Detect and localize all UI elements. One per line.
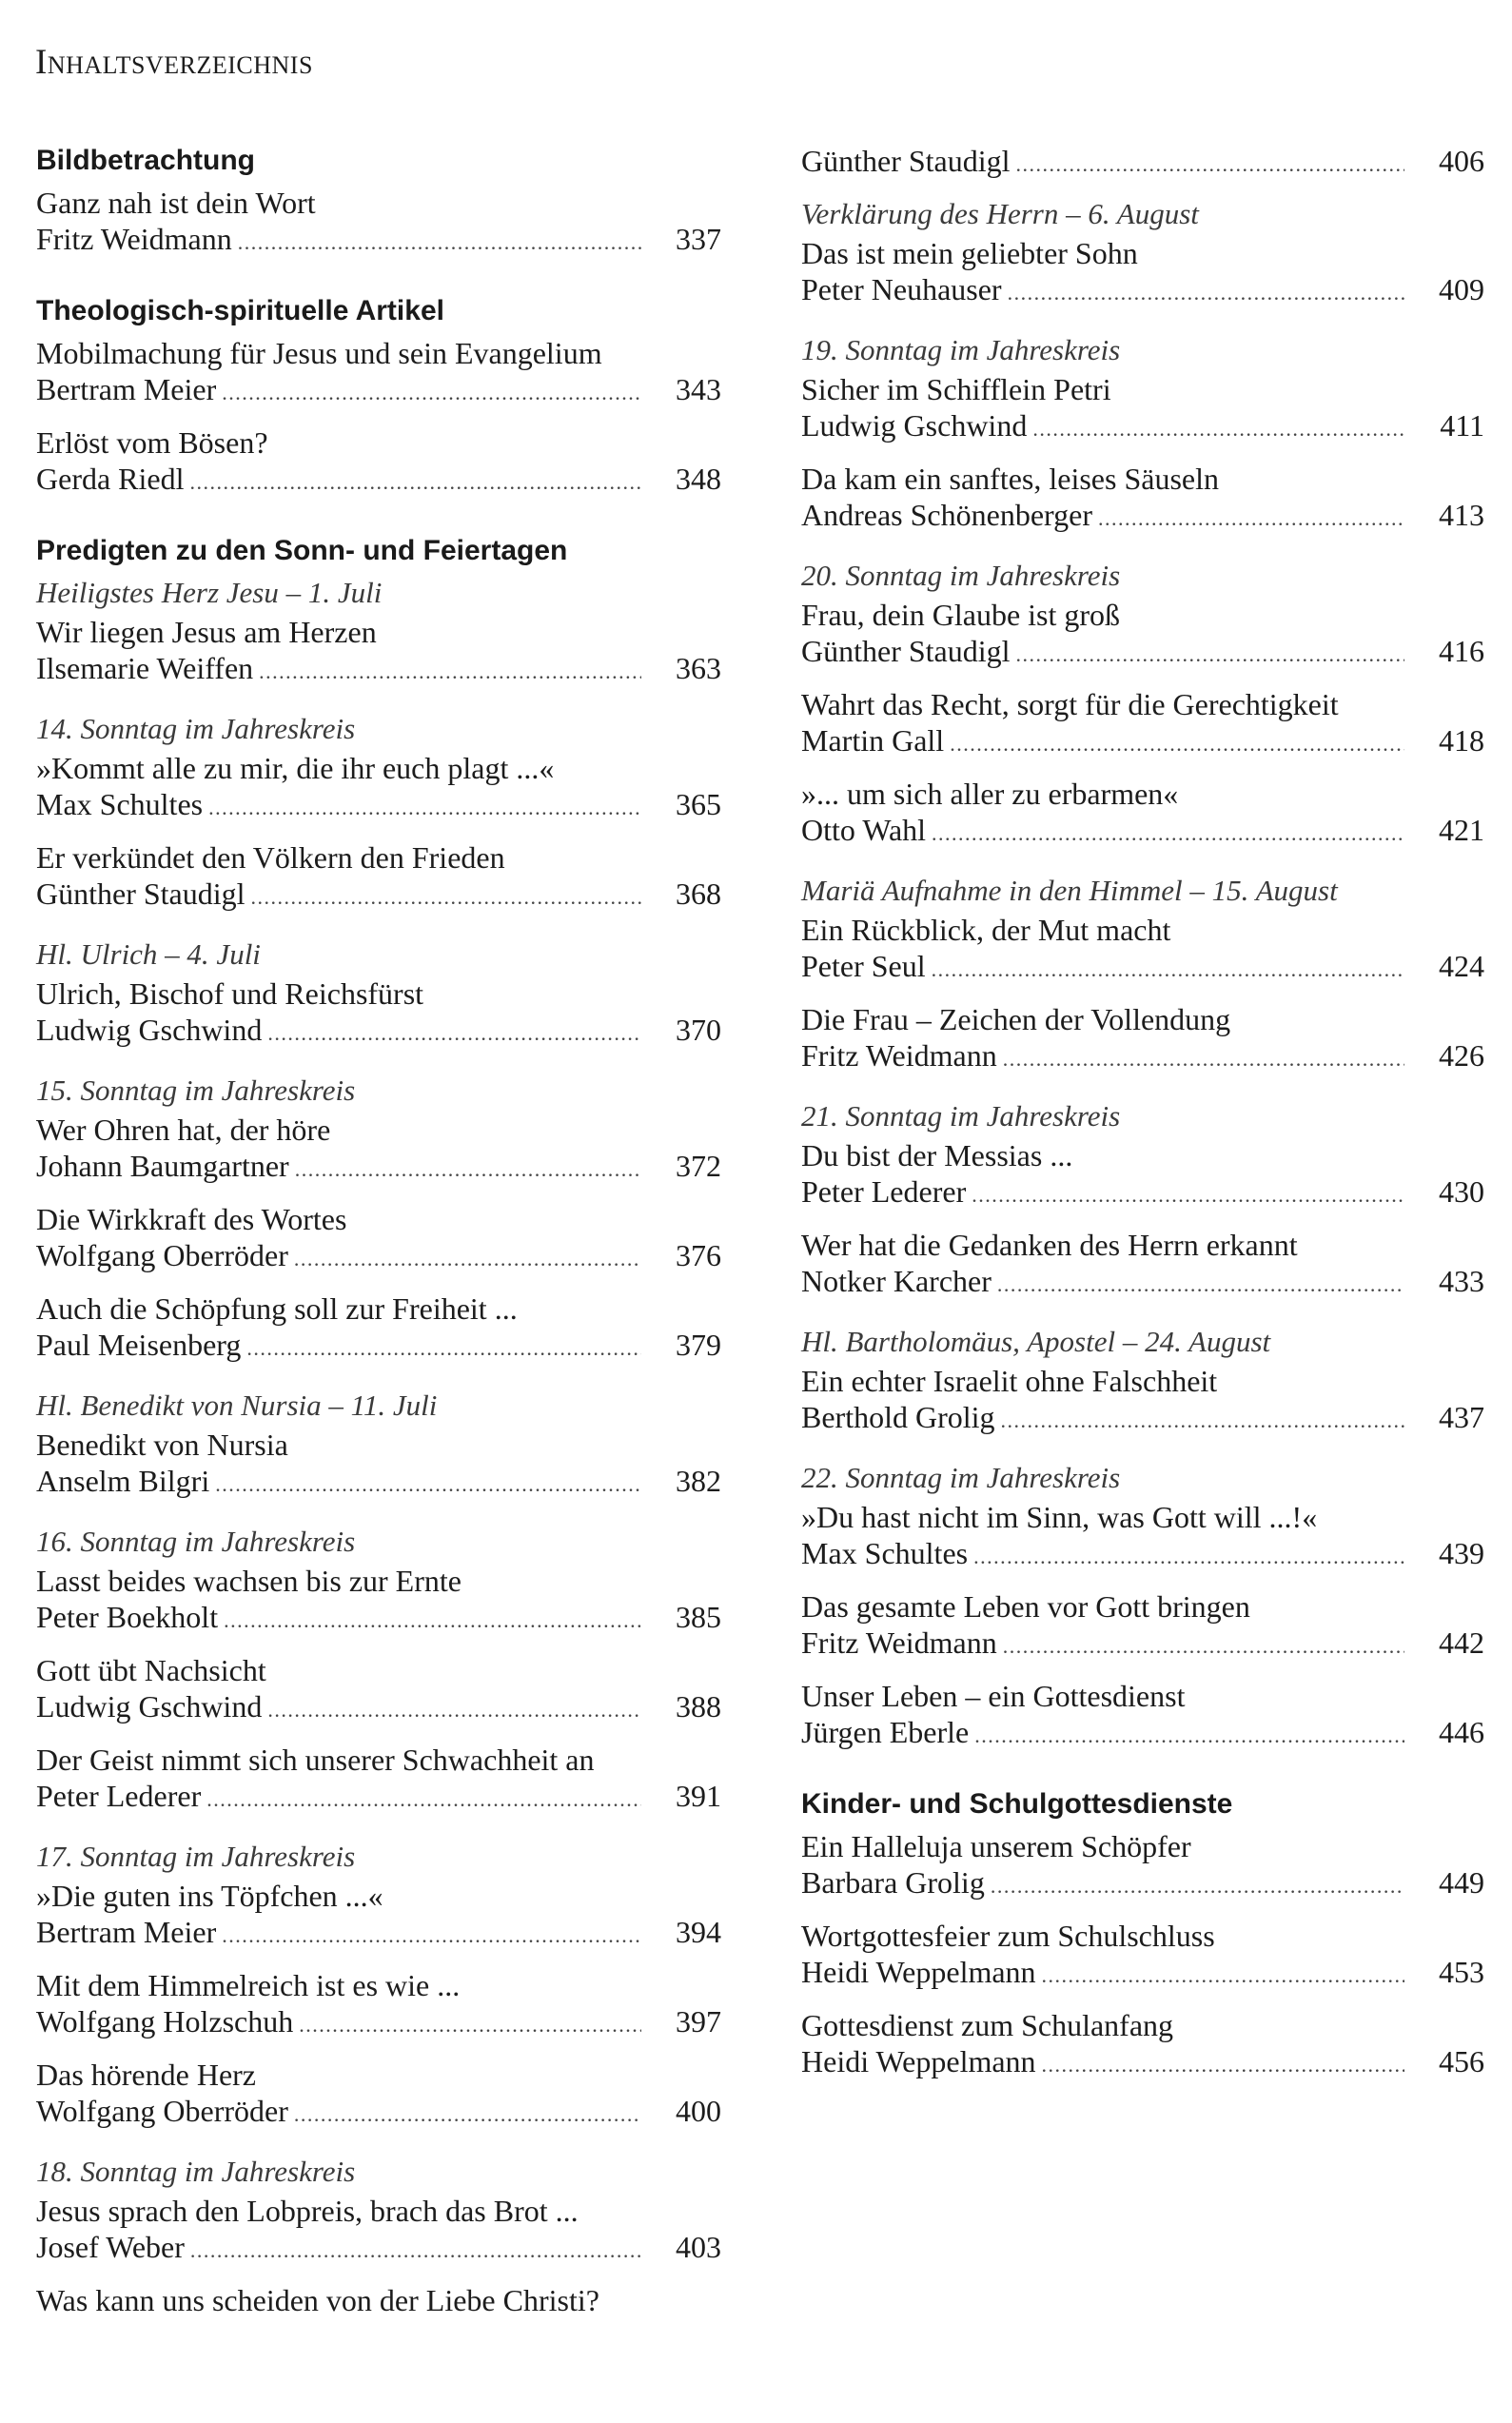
entry-author-line	[36, 461, 721, 501]
entry-author-line	[36, 1599, 721, 1639]
entry-author-line	[36, 1237, 721, 1277]
entry-page-number: 372	[676, 1149, 721, 1183]
entry-author-line	[36, 2003, 721, 2043]
entry-page-number: 456	[1439, 2044, 1484, 2078]
entry-title: Gott übt Nachsicht	[36, 1653, 266, 1687]
entry-page-number: 376	[676, 1238, 721, 1272]
entry-title: Mit dem Himmelreich ist es wie ...	[36, 1968, 461, 2002]
entry-author: Fritz Weidmann	[36, 222, 232, 256]
toc-entry	[36, 614, 721, 690]
entry-page-number: 453	[1439, 1955, 1484, 1989]
toc-entry	[36, 1112, 721, 1188]
dot-leader	[1098, 501, 1404, 537]
entry-page-number: 368	[676, 877, 721, 911]
entry-page-number: 418	[1439, 723, 1484, 758]
entry-author: Gerda Riedl	[36, 462, 185, 496]
entry-author: Peter Neuhauser	[801, 272, 1002, 306]
occasion-heading: Heiligstes Herz Jesu – 1. Juli	[36, 576, 383, 609]
dot-leader	[246, 1330, 641, 1367]
dot-leader	[215, 1467, 641, 1503]
section-heading: Predigten zu den Sonn- und Feiertagen	[36, 535, 568, 566]
toc-entry	[36, 185, 721, 261]
entry-title: Erlöst vom Bösen?	[36, 425, 268, 460]
toc-entry	[801, 461, 1484, 537]
entry-author: Heidi Weppelmann	[801, 2044, 1036, 2078]
entry-page-number: 409	[1439, 272, 1484, 306]
dot-leader	[294, 2097, 641, 2133]
entry-title: Wer hat die Gedanken des Herrn erkannt	[801, 1228, 1298, 1262]
occasion-heading: Hl. Ulrich – 4. Juli	[36, 937, 261, 971]
dot-leader	[259, 654, 641, 690]
dot-leader	[1008, 275, 1404, 311]
entry-author: Andreas Schönenberger	[801, 498, 1092, 532]
entry-page-number: 400	[676, 2094, 721, 2128]
toc-entry	[36, 2057, 721, 2133]
entry-author-line	[801, 1714, 1484, 1754]
entry-title: Du bist der Messias ...	[801, 1138, 1073, 1172]
entry-author-line	[36, 876, 721, 916]
entry-title: Lasst beides wachsen bis zur Ernte	[36, 1564, 461, 1598]
entry-title: Mobilmachung für Jesus und sein Evangelium	[36, 336, 602, 370]
dot-leader	[974, 1718, 1404, 1754]
toc-entry	[801, 1678, 1484, 1754]
entry-title: »... um sich aller zu erbarmen«	[801, 777, 1179, 811]
dot-leader	[295, 1152, 641, 1188]
toc-entry	[801, 776, 1484, 852]
section-heading: Kinder- und Schulgottesdienste	[801, 1788, 1233, 1820]
entry-page-number: 416	[1439, 634, 1484, 668]
toc-entry	[801, 1137, 1484, 1213]
entry-author: Wolfgang Oberröder	[36, 1238, 288, 1272]
entry-author-line	[36, 1327, 721, 1367]
occasion-heading: 17. Sonntag im Jahreskreis	[36, 1840, 356, 1873]
entry-page-number: 411	[1440, 408, 1484, 443]
dot-leader	[1016, 147, 1404, 183]
dot-leader	[222, 375, 641, 411]
entry-author-line	[36, 650, 721, 690]
dot-leader	[299, 2007, 641, 2043]
entry-page-number: 426	[1439, 1038, 1484, 1073]
dot-leader	[267, 1015, 641, 1052]
dot-leader	[1032, 411, 1404, 447]
entry-author: Ludwig Gschwind	[801, 408, 1028, 443]
entry-author-line	[801, 1864, 1484, 1904]
entry-author-line	[36, 1012, 721, 1052]
entry-title: Wortgottesfeier zum Schulschluss	[801, 1919, 1215, 1953]
entry-page-number: 421	[1439, 813, 1484, 847]
entry-author-line	[36, 1778, 721, 1818]
dot-leader	[1003, 1041, 1404, 1077]
entry-author-line	[801, 948, 1484, 988]
dot-leader	[932, 952, 1404, 988]
occasion-heading: 22. Sonntag im Jahreskreis	[801, 1461, 1121, 1494]
entry-author: Anselm Bilgri	[36, 1464, 210, 1498]
entry-page-number: 449	[1439, 1865, 1484, 1900]
entry-author-line	[801, 1173, 1484, 1213]
entry-page-number: 343	[676, 372, 721, 406]
dot-leader	[208, 790, 641, 826]
entry-author-line	[36, 2229, 721, 2269]
entry-title: Ein Rückblick, der Mut macht	[801, 913, 1171, 947]
entry-page-number: 337	[676, 222, 721, 256]
entry-author: Jürgen Eberle	[801, 1715, 970, 1749]
entry-author-line	[801, 722, 1484, 762]
dot-leader	[267, 1692, 641, 1728]
entry-title: »Du hast nicht im Sinn, was Gott will ...!«	[801, 1500, 1318, 1534]
entry-title: Ganz nah ist dein Wort	[36, 186, 316, 220]
entry-author: Heidi Weppelmann	[801, 1955, 1036, 1989]
entry-author: Peter Lederer	[36, 1779, 202, 1813]
entry-author: Günther Staudigl	[36, 877, 245, 911]
entry-page-number: 348	[676, 462, 721, 496]
toc-entry	[36, 2193, 721, 2269]
dot-leader	[190, 464, 642, 501]
entry-author: Fritz Weidmann	[801, 1625, 997, 1660]
entry-author: Peter Lederer	[801, 1174, 967, 1209]
toc-entry	[36, 424, 721, 501]
entry-title: Das hörende Herz	[36, 2058, 256, 2092]
dot-leader	[1042, 1958, 1404, 1994]
dot-leader	[206, 1782, 641, 1818]
dot-leader	[932, 816, 1404, 852]
entry-author: Bertram Meier	[36, 1915, 217, 1949]
entry-author: Wolfgang Oberröder	[36, 2094, 288, 2128]
entry-title: Die Frau – Zeichen der Vollendung	[801, 1002, 1231, 1036]
entry-author-line	[801, 1037, 1484, 1077]
entry-title: Wahrt das Recht, sorgt für die Gerechtigkeit	[801, 687, 1339, 721]
toc-column-left	[36, 143, 721, 2332]
entry-author-line	[36, 371, 721, 411]
entry-page-number: 394	[676, 1915, 721, 1949]
entry-author-line	[36, 1914, 721, 1954]
entry-title: Ein echter Israelit ohne Falschheit	[801, 1364, 1218, 1398]
entry-title: Sicher im Schifflein Petri	[801, 372, 1111, 406]
toc-entry	[36, 975, 721, 1052]
entry-page-number: 433	[1439, 1264, 1484, 1298]
occasion-heading: 21. Sonntag im Jahreskreis	[801, 1099, 1121, 1133]
entry-author-line	[801, 812, 1484, 852]
occasion-heading: 15. Sonntag im Jahreskreis	[36, 1074, 356, 1107]
toc-column-right	[801, 143, 1484, 2097]
entry-page-number: 406	[1439, 144, 1484, 178]
entry-author: Ilsemarie Weiffen	[36, 651, 254, 685]
entry-page-number: 397	[676, 2004, 721, 2039]
entry-author: Berthold Grolig	[801, 1400, 995, 1434]
entry-title: Jesus sprach den Lobpreis, brach das Brot ...	[36, 2194, 579, 2228]
entry-title: Unser Leben – ein Gottesdienst	[801, 1679, 1186, 1713]
toc-entry	[36, 335, 721, 411]
entry-author: Max Schultes	[36, 787, 204, 821]
toc-entry	[36, 1563, 721, 1639]
entry-title: Da kam ein sanftes, leises Säuseln	[801, 462, 1219, 496]
entry-author: Peter Seul	[801, 949, 926, 983]
toc-entry	[801, 1363, 1484, 1439]
entry-title: Der Geist nimmt sich unserer Schwachheit an	[36, 1743, 595, 1777]
occasion-heading: Hl. Benedikt von Nursia – 11. Juli	[36, 1389, 438, 1422]
toc-entry	[36, 1878, 721, 1954]
occasion-heading: 16. Sonntag im Jahreskreis	[36, 1525, 356, 1558]
occasion-heading: 20. Sonntag im Jahreskreis	[801, 559, 1121, 592]
dot-leader	[294, 1241, 641, 1277]
entry-page-number: 388	[676, 1689, 721, 1724]
entry-author-line	[36, 1463, 721, 1503]
entry-author: Paul Meisenberg	[36, 1328, 242, 1362]
entry-author-line	[801, 1954, 1484, 1994]
entry-author: Ludwig Gschwind	[36, 1689, 263, 1724]
occasion-heading: Verklärung des Herrn – 6. August	[801, 197, 1199, 230]
entry-title: Frau, dein Glaube ist groß	[801, 598, 1121, 632]
toc-entry	[36, 1967, 721, 2043]
dot-leader	[1016, 637, 1404, 673]
entry-title: Wir liegen Jesus am Herzen	[36, 615, 377, 649]
dot-leader	[1001, 1403, 1404, 1439]
dot-leader	[1003, 1628, 1404, 1665]
entry-title: Ulrich, Bischof und Reichsfürst	[36, 976, 424, 1011]
dot-leader	[224, 1603, 641, 1639]
toc-entry	[36, 2282, 721, 2318]
occasion-heading: 18. Sonntag im Jahreskreis	[36, 2155, 356, 2188]
dot-leader	[973, 1539, 1404, 1575]
entry-author-line	[801, 497, 1484, 537]
entry-title: Was kann uns scheiden von der Liebe Christi?	[36, 2283, 599, 2317]
entry-author-line	[36, 1688, 721, 1728]
entry-title: Das gesamte Leben vor Gott bringen	[801, 1589, 1250, 1624]
toc-entry	[36, 1742, 721, 1818]
toc-entry	[801, 371, 1484, 447]
toc-entry	[801, 1588, 1484, 1665]
entry-author: Bertram Meier	[36, 372, 217, 406]
entry-author-line	[801, 1263, 1484, 1303]
entry-author: Günther Staudigl	[801, 144, 1011, 178]
toc-entry	[801, 1828, 1484, 1904]
entry-page-number: 424	[1439, 949, 1484, 983]
dot-leader	[222, 1918, 641, 1954]
entry-page-number: 437	[1439, 1400, 1484, 1434]
toc-entry	[36, 1427, 721, 1503]
toc-entry	[801, 912, 1484, 988]
entry-title: Er verkündet den Völkern den Frieden	[36, 840, 505, 875]
toc-entry	[36, 750, 721, 826]
toc-entry	[801, 597, 1484, 673]
entry-page-number: 385	[676, 1600, 721, 1634]
entry-author: Notker Karcher	[801, 1264, 992, 1298]
entry-author-line	[801, 1625, 1484, 1665]
toc-entry	[36, 839, 721, 916]
page-title: Inhaltsverzeichnis	[35, 43, 313, 82]
entry-author-line	[801, 143, 1484, 183]
entry-page-number: 382	[676, 1464, 721, 1498]
dot-leader	[997, 1267, 1404, 1303]
entry-page-number: 439	[1439, 1536, 1484, 1570]
entry-author: Peter Boekholt	[36, 1600, 219, 1634]
toc-entry	[801, 1001, 1484, 1077]
entry-page-number: 391	[676, 1779, 721, 1813]
entry-page-number: 442	[1439, 1625, 1484, 1660]
entry-title: Das ist mein geliebter Sohn	[801, 236, 1138, 270]
entry-author: Martin Gall	[801, 723, 945, 758]
entry-title: Ein Halleluja unserem Schöpfer	[801, 1829, 1191, 1863]
entry-author-line	[36, 786, 721, 826]
occasion-heading: 19. Sonntag im Jahreskreis	[801, 333, 1121, 366]
entry-title: Die Wirkkraft des Wortes	[36, 1202, 347, 1236]
entry-page-number: 365	[676, 787, 721, 821]
entry-author: Fritz Weidmann	[801, 1038, 997, 1073]
entry-page-number: 370	[676, 1013, 721, 1047]
toc-entry	[801, 143, 1484, 183]
entry-author-line	[801, 271, 1484, 311]
entry-page-number: 363	[676, 651, 721, 685]
toc-entry	[36, 1290, 721, 1367]
entry-author-line	[801, 2043, 1484, 2083]
entry-author: Max Schultes	[801, 1536, 969, 1570]
dot-leader	[238, 225, 641, 261]
entry-author-line	[801, 1535, 1484, 1575]
entry-page-number: 430	[1439, 1174, 1484, 1209]
entry-author: Otto Wahl	[801, 813, 927, 847]
entry-author-line	[36, 1148, 721, 1188]
entry-author: Barbara Grolig	[801, 1865, 985, 1900]
toc-entry	[801, 2007, 1484, 2083]
dot-leader	[251, 879, 641, 916]
dot-leader	[991, 1868, 1404, 1904]
entry-page-number: 403	[676, 2230, 721, 2264]
entry-page-number: 413	[1439, 498, 1484, 532]
entry-page-number: 379	[676, 1328, 721, 1362]
entry-author-line	[801, 1399, 1484, 1439]
entry-title: Gottesdienst zum Schulanfang	[801, 2008, 1174, 2042]
entry-author-line	[36, 221, 721, 261]
entry-author-line	[36, 2093, 721, 2133]
entry-title: »Die guten ins Töpfchen ...«	[36, 1879, 383, 1913]
entry-author: Johann Baumgartner	[36, 1149, 289, 1183]
occasion-heading: Hl. Bartholomäus, Apostel – 24. August	[801, 1325, 1271, 1358]
toc-entry	[801, 235, 1484, 311]
entry-title: Auch die Schöpfung soll zur Freiheit ...	[36, 1291, 518, 1326]
dot-leader	[972, 1177, 1404, 1213]
toc-entry	[801, 1918, 1484, 1994]
entry-author-line	[801, 407, 1484, 447]
entry-author: Günther Staudigl	[801, 634, 1011, 668]
toc-entry	[36, 1201, 721, 1277]
entry-title: Benedikt von Nursia	[36, 1428, 288, 1462]
entry-author: Wolfgang Holzschuh	[36, 2004, 294, 2039]
entry-title: Wer Ohren hat, der höre	[36, 1113, 331, 1147]
occasion-heading: Mariä Aufnahme in den Himmel – 15. August	[801, 874, 1338, 907]
entry-author: Josef Weber	[36, 2230, 185, 2264]
entry-author-line	[801, 633, 1484, 673]
toc-entry	[801, 686, 1484, 762]
dot-leader	[190, 2233, 641, 2269]
toc-entry	[36, 1652, 721, 1728]
dot-leader	[1042, 2047, 1404, 2083]
entry-author: Ludwig Gschwind	[36, 1013, 263, 1047]
section-heading: Theologisch-spirituelle Artikel	[36, 295, 444, 326]
entry-page-number: 446	[1439, 1715, 1484, 1749]
entry-title: »Kommt alle zu mir, die ihr euch plagt ...«	[36, 751, 555, 785]
dot-leader	[950, 726, 1404, 762]
section-heading: Bildbetrachtung	[36, 145, 255, 176]
toc-entry	[801, 1499, 1484, 1575]
toc-entry	[801, 1227, 1484, 1303]
occasion-heading: 14. Sonntag im Jahreskreis	[36, 712, 356, 745]
